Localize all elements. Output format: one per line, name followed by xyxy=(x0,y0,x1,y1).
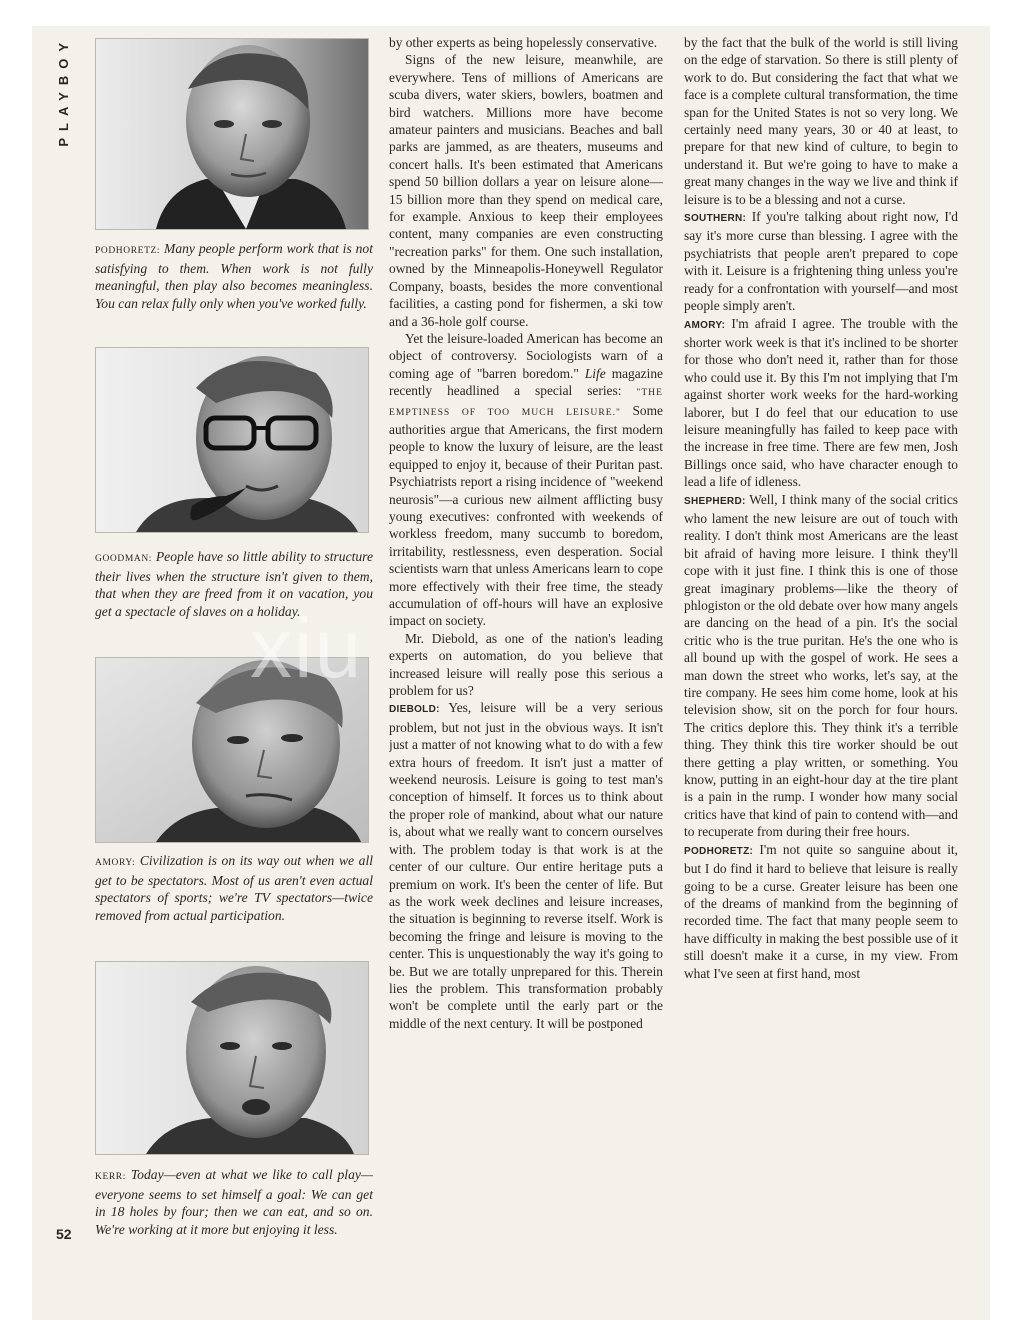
speaker-name: AMORY: xyxy=(684,319,726,331)
speaker-name: SHEPHERD: xyxy=(684,495,746,507)
page-number: 52 xyxy=(56,1226,72,1242)
caption-speaker: GOODMAN: xyxy=(95,554,153,564)
speaker-paragraph: DIEBOLD: Yes, leisure will be a very serious problem, but not just in the obvious ways. It isn't just a matter of not knowing what to do with a few extra hours of freedom. It isn't just a matter of weekend neurosis. Leisure is going to test man's conception of himself. It forces us to think about the proper role of mankind, about what our nature is, about what we really want to concern ourselves with. The problem today is that work is at the center of our culture. Our entire heritage puts a premium on work. It's been the center of life. But as the work week declines and leisure increases, the situation is beginning to reverse itself. Work is becoming the fringe and leisure is moving to the center. This is unquestionably the way it's going to be. But we are totally unprepared for this. Therein lies the problem. This transformation probably won't be complete until the early part or the middle of the next century. It will be postponed xyxy=(389,700,663,1031)
caption-amory xyxy=(95,852,373,924)
paragraph: by other experts as being hopelessly conservative. xyxy=(389,35,658,50)
photo-goodman xyxy=(95,347,369,533)
caption-kerr xyxy=(95,1166,373,1238)
photo-kerr xyxy=(95,961,369,1155)
caption-text: Today—even at what we like to call play—everyone seems to set himself a goal: We can get in 18 holes by four; then we can eat, and so on. We're working at it more but enjoying it less. xyxy=(95,1167,373,1237)
speaker-name: SOUTHERN: xyxy=(684,213,747,225)
article-column-1 xyxy=(389,34,663,1250)
photo-amory xyxy=(95,657,369,843)
speaker-name: PODHORETZ: xyxy=(684,845,754,857)
speaker-paragraph: SHEPHERD: Well, I think many of the social critics who lament the new leisure are out of touch with reality. I don't think most Americans are the least bit afraid of having more leisure. I think they'll cope with it just fine. I think this is one of those great imaginary problems—like the theory of phlogiston or the old debate over how many angels are dancing on the head of a pin. It's the social critic who is the true puritan. He's the one who is all bound up with the gospel of work. He sees a man down the street who works, let's say, at the tire company. He sees him come home, look at his television show, sit on the porch for four hours. The critics deplore this. They think it's a terrible thing. They think this tire worker should be out there getting a play written, or something. You know, putting in an eight-hour day at the tire plant is a pain in the rump. I wonder how many social critics have that kind of pain to contend with—and to recuperate from during their free hours. xyxy=(684,491,958,840)
photo-podhoretz xyxy=(95,38,369,230)
paragraph: Signs of the new leisure, meanwhile, are everywhere. Tens of millions of Americans are scuba divers, water skiers, bowlers, boatmen and bird watchers. Millions more have become amateur painters and musicians. Beaches and ball parks are jammed, as are theaters, museums and concert halls. It's been estimated that Americans spend 50 billion dollars a year on leisure alone—15 billion more than they spend on medical care, for example. Anxious to keep their employees content, many companies are even constructing "recreation parks" for them. One such installation, owned by the Minneapolis-Honeywell Regulator Company, boasts, besides the more conventional facilities, a casting pond for fishermen, a ski tow and a 36-hole golf course. xyxy=(389,52,663,329)
caption-text: Many people perform work that is not satisfying to them. When work is not fully meaningful, then play also becomes meaningless. You can relax fully only when you've worked fully. xyxy=(95,241,373,311)
caption-podhoretz xyxy=(95,240,373,312)
speaker-name: DIEBOLD: xyxy=(389,704,440,716)
magazine-title: Life xyxy=(584,365,606,381)
watermark: xiu xyxy=(250,601,364,695)
speaker-paragraph: PODHORETZ: I'm not quite so sanguine about it, but I do find it hard to believe that leisure is really going to be a curse. Greater leisure has been one of the dreams of mankind from the beginning of recorded time. The fact that many people seem to have difficulty in making the best possible use of it still doesn't make it a curse, in my view. From what I've seen at first hand, most xyxy=(684,841,958,981)
article-column-2 xyxy=(684,34,958,1250)
series-title: "THE EMPTINESS OF TOO MUCH LEISURE." xyxy=(389,387,663,418)
magazine-name: PLAYBOY xyxy=(56,36,71,147)
caption-speaker: AMORY: xyxy=(95,858,136,868)
paragraph: by the fact that the bulk of the world is still living on the edge of starvation. So there is still plenty of work to do. But considering the fact that what we face is a complete cultural transformation, the time span for the United States is not so very long. We certainly need many years, 30 or 40 at least, to prepare for that new kind of culture, to begin to understand it. But we're going to have to make a great many changes in the way we live and think if leisure is to be a blessing and not a curse. xyxy=(684,35,958,207)
paragraph: Yet the leisure-loaded American has become an object of controversy. Sociologists warn of a coming age of "barren boredom." Life magazine recently headlined a special series: "THE EMPTINESS OF TOO MUCH LEISURE." Some authorities argue that Americans, the first modern people to know the luxury of leisure, are the least equipped to enjoy it, because of their Puritan past. Psychiatrists report a rising incidence of "weekend neurosis"—a curious new ailment afflicting busy young executives: confronted with weekends of workless freedom, many succumb to boredom, irritability, restlessness, even desperation. Social scientists warn that unless Americans learn to cope more effectively with their free time, the steady accumulation of off-hours will have an explosive impact on society. xyxy=(389,330,663,629)
caption-speaker: KERR: xyxy=(95,1172,126,1182)
speaker-paragraph: SOUTHERN: If you're talking about right now, I'd say it's more curse than blessing. I agree with the psychiatrists that people aren't prepared to cope with it. Leisure is a frightening thing unless you're ready for a confrontation with yourself—and most people simply aren't. xyxy=(684,209,958,314)
speaker-paragraph: AMORY: I'm afraid I agree. The trouble with the shorter work week is that it's inclined to be shorter for those who don't need it, rather than for those who could use it. By this I'm not implying that I'm against shorter work weeks for the hard-working laborer, but I do feel that our education to use leisure meaningfully has failed to keep pace with the increase in free time. There are few men, Josh Billings once said, who have character enough to lead a life of idleness. xyxy=(684,315,958,490)
interviewer-question: Mr. Diebold, as one of the nation's leading experts on automation, do you believe that increased leisure will really pose this serious a problem for us? xyxy=(389,630,663,699)
caption-text: People have so little ability to structure their lives when the structure isn't given to them, that when they are freed from it on vacation, you get a spectacle of slaves on a holiday. xyxy=(95,549,373,619)
caption-speaker: PODHORETZ: xyxy=(95,246,161,256)
caption-goodman xyxy=(95,548,373,620)
caption-text: Civilization is on its way out when we all get to be spectators. Most of us aren't even actual spectators of sports; we're TV spectators—twice removed from actual participation. xyxy=(95,853,373,923)
